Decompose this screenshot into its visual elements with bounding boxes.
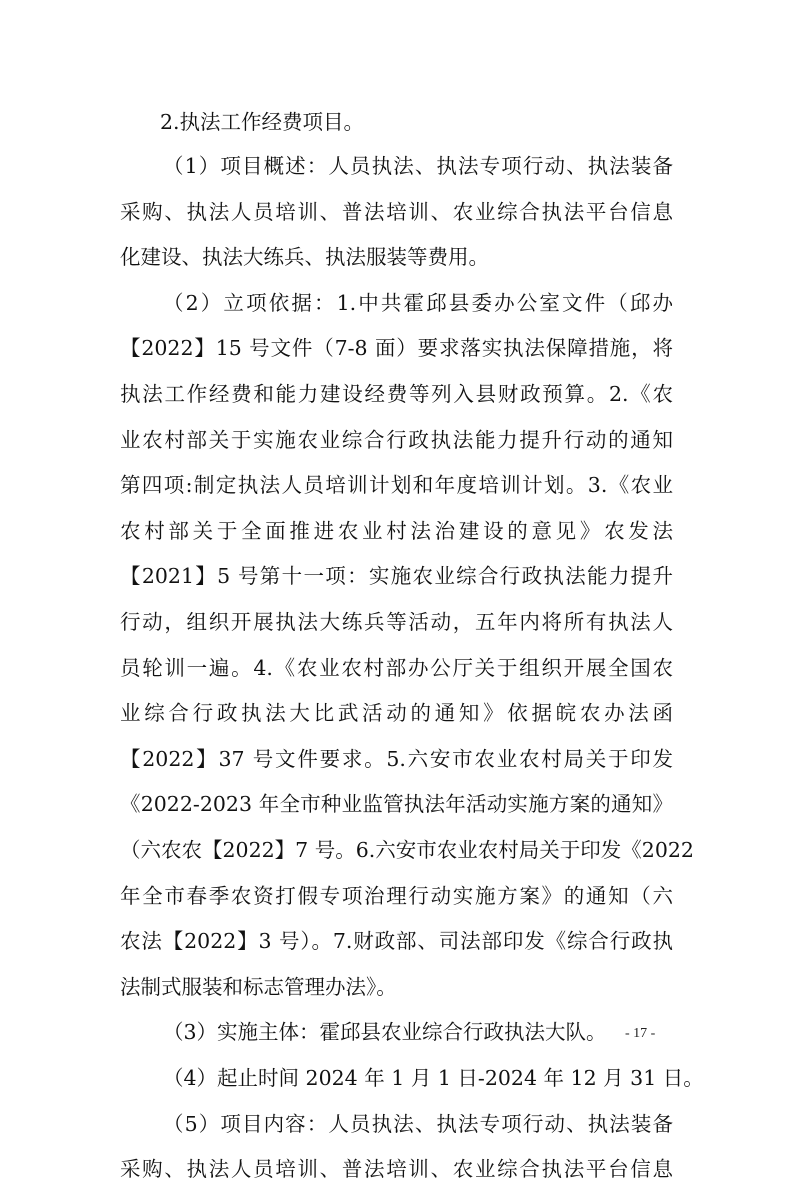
body-line: 采购、执法人员培训、普法培训、农业综合执法平台信息	[120, 200, 673, 224]
body-line: （3）实施主体：霍邱县农业综合行政执法大队。	[163, 1020, 607, 1044]
body-line: （5）项目内容：人员执法、执法专项行动、执法装备	[163, 1112, 673, 1136]
body-line: （1）项目概述：人员执法、执法专项行动、执法装备	[163, 154, 673, 178]
body-line: （六农农【2022】7 号。6.六安市农业农村局关于印发《2022	[120, 838, 694, 862]
page-number: - 17 -	[625, 1026, 656, 1041]
body-line: 【2021】5 号第十一项：实施农业综合行政执法能力提升	[120, 564, 673, 588]
body-line: 第四项:制定执法人员培训计划和年度培训计划。3.《农业	[120, 473, 673, 497]
section-heading: 2.执法工作经费项目。	[160, 110, 365, 134]
body-line: 年全市春季农资打假专项治理行动实施方案》的通知（六	[120, 884, 673, 908]
body-line: （4）起止时间 2024 年 1 月 1 日-2024 年 12 月 31 日。	[163, 1066, 704, 1090]
body-line: （2）立项依据：1.中共霍邱县委办公室文件（邱办	[163, 291, 673, 315]
body-line: 【2022】15 号文件（7-8 面）要求落实执法保障措施，将	[120, 336, 673, 360]
body-line: 业综合行政执法大比武活动的通知》依据皖农办法函	[120, 701, 673, 725]
body-line: 业农村部关于实施农业综合行政执法能力提升行动的通知	[120, 428, 673, 452]
body-line: 化建设、执法大练兵、执法服装等费用。	[120, 245, 489, 269]
body-line: 农村部关于全面推进农业村法治建设的意见》农发法	[120, 519, 673, 543]
body-line: 行动，组织开展执法大练兵等活动，五年内将所有执法人	[120, 610, 673, 634]
body-line: 法制式服装和标志管理办法》。	[120, 975, 397, 999]
body-line: 员轮训一遍。4.《农业农村部办公厅关于组织开展全国农	[120, 656, 673, 680]
body-line: 《2022-2023 年全市种业监管执法年活动实施方案的通知》	[120, 792, 673, 816]
body-line: 【2022】37 号文件要求。5.六安市农业农村局关于印发	[120, 747, 673, 771]
body-line: 农法【2022】3 号）。7.财政部、司法部印发《综合行政执	[120, 929, 673, 953]
body-line: 采购、执法人员培训、普法培训、农业综合执法平台信息	[120, 1157, 673, 1181]
body-line: 执法工作经费和能力建设经费等列入县财政预算。2.《农	[120, 382, 673, 406]
